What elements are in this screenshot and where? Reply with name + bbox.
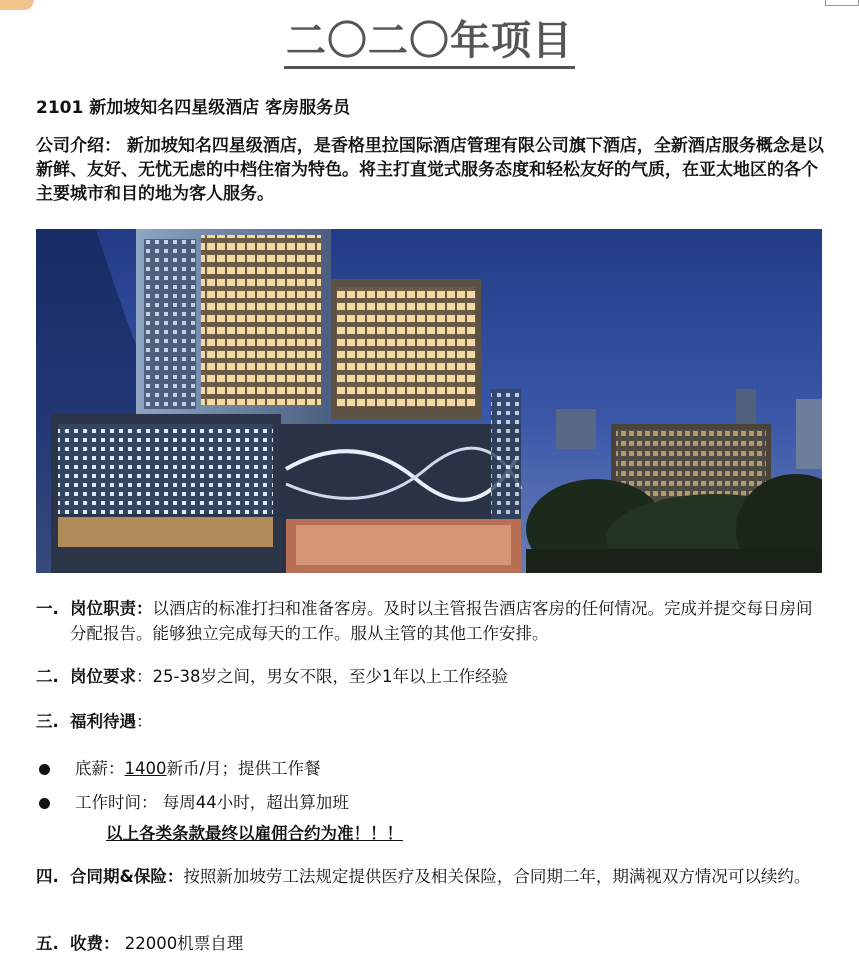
section-label: 岗位职责： bbox=[70, 599, 153, 618]
section-number: 四. bbox=[36, 867, 59, 886]
salary-suffix: 新币/月；提供工作餐 bbox=[166, 759, 321, 778]
section-job-duties bbox=[36, 596, 826, 646]
disclaimer-text: 以上各类条款最终以雇佣合约为准！！！ bbox=[106, 824, 403, 843]
hotel-photo bbox=[36, 229, 822, 573]
page-title: 二〇二〇年项目 bbox=[0, 18, 859, 69]
benefit-hours bbox=[36, 791, 349, 815]
section-number: 一. bbox=[36, 599, 59, 618]
section-label: 合同期&保险： bbox=[70, 867, 184, 886]
salary-prefix: 底薪： bbox=[75, 759, 125, 778]
section-text: 按照新加坡劳工法规定提供医疗及相关保险，合同期二年，期满视双方情况可以续约。 bbox=[183, 867, 811, 886]
hours-text: 工作时间： 每周44小时，超出算加班 bbox=[75, 793, 349, 812]
corner-tab-decoration bbox=[0, 0, 34, 10]
section-label: 福利待遇 bbox=[70, 712, 136, 731]
section-benefits bbox=[36, 709, 826, 734]
corner-box-decoration bbox=[825, 0, 859, 6]
section-number: 五. bbox=[36, 934, 59, 953]
bullet-icon bbox=[39, 798, 50, 809]
section-label: 岗位要求 bbox=[70, 667, 136, 686]
section-text: 22000机票自理 bbox=[119, 934, 244, 953]
section-job-requirements bbox=[36, 664, 826, 689]
section-text: ： bbox=[136, 712, 153, 731]
section-fees bbox=[36, 931, 826, 956]
section-label: 收费： bbox=[70, 934, 120, 953]
job-heading: 2101 新加坡知名四星级酒店 客房服务员 bbox=[36, 98, 351, 118]
bullet-icon bbox=[39, 764, 50, 775]
section-number: 三. bbox=[36, 712, 59, 731]
section-text: 以酒店的标准打扫和准备客房。及时以主管报告酒店客房的任何情况。完成并提交每日房间分配报告。能够独立完成每天的工作。服从主管的其他工作安排。 bbox=[70, 599, 813, 643]
company-intro: 公司介绍： 新加坡知名四星级酒店，是香格里拉国际酒店管理有限公司旗下酒店，全新酒店服务概念是以新鲜、友好、无忧无虑的中档住宿为特色。将主打直觉式服务态度和轻松友好的气质，在亚太地区的各个主要城市和目的地为客人服务。 bbox=[36, 136, 824, 204]
section-number: 二. bbox=[36, 667, 59, 686]
salary-amount: 1400 bbox=[124, 759, 167, 778]
benefit-salary bbox=[36, 757, 321, 781]
section-text: ：25-38岁之间，男女不限，至少1年以上工作经验 bbox=[136, 667, 508, 686]
section-contract bbox=[36, 864, 826, 889]
